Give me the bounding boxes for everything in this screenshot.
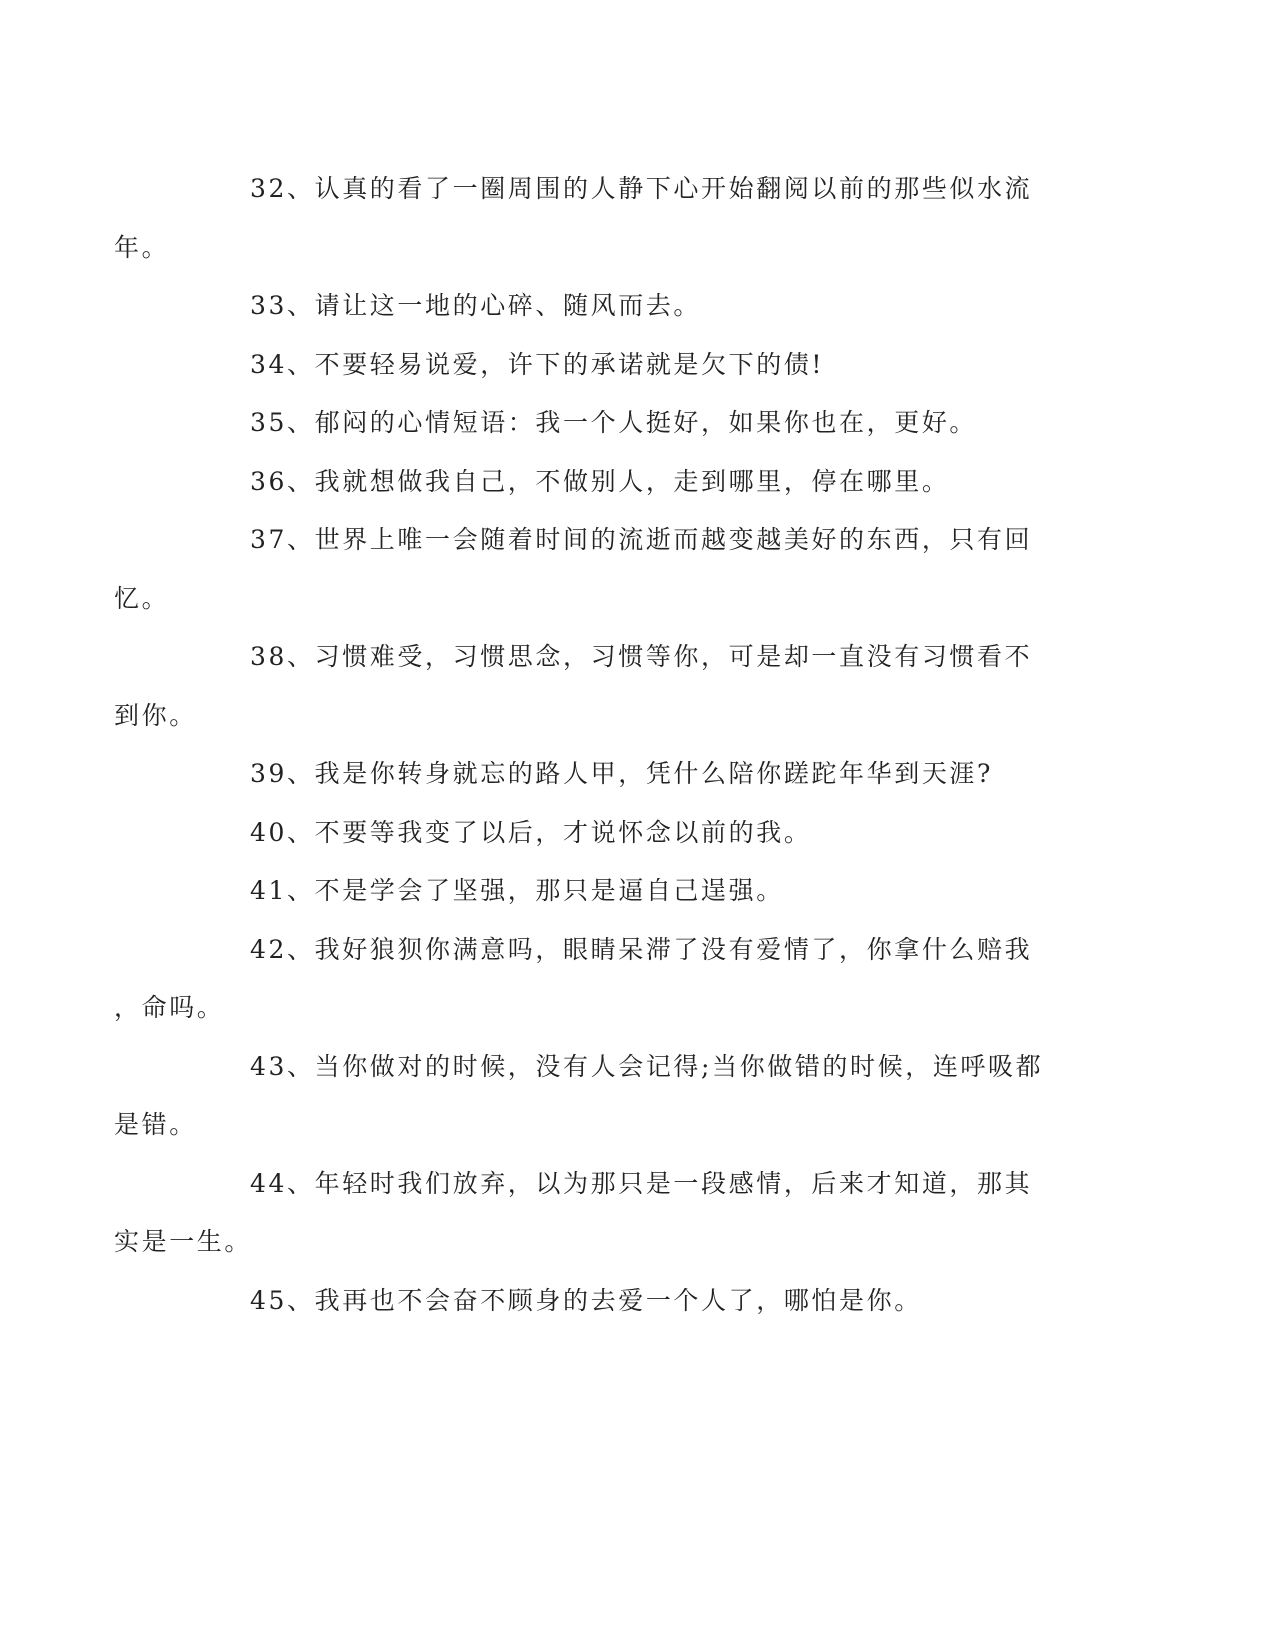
paragraph-line: 32、认真的看了一圈周围的人静下心开始翻阅以前的那些似水流 — [250, 174, 1033, 203]
paragraph-line: 到你。 — [114, 700, 197, 730]
paragraph-line: 35、郁闷的心情短语：我一个人挺好，如果你也在，更好。 — [250, 408, 978, 437]
paragraph-41 — [182, 862, 1032, 921]
paragraph-line: 38、习惯难受，习惯思念，习惯等你，可是却一直没有习惯看不 — [250, 642, 1033, 671]
paragraph-37 — [114, 511, 1033, 628]
paragraph-40 — [182, 804, 1032, 863]
paragraph-line: 37、世界上唯一会随着时间的流逝而越变越美好的东西，只有回 — [250, 525, 1033, 554]
paragraph-36 — [182, 453, 1032, 512]
paragraph-34 — [182, 336, 1032, 395]
paragraph-line: 实是一生。 — [114, 1227, 253, 1256]
paragraph-39 — [182, 745, 1032, 804]
document-body — [114, 160, 1044, 1330]
paragraph-line: 33、请让这一地的心碎、随风而去。 — [250, 291, 702, 320]
paragraph-43 — [114, 1038, 1044, 1155]
paragraph-line: 45、我再也不会奋不顾身的去爱一个人了，哪怕是你。 — [250, 1285, 922, 1315]
paragraph-line: 34、不要轻易说爱，许下的承诺就是欠下的债! — [250, 349, 825, 379]
paragraph-line: 是错。 — [114, 1110, 197, 1139]
paragraph-33 — [182, 277, 1032, 336]
paragraph-line: 36、我就想做我自己，不做别人，走到哪里，停在哪里。 — [250, 466, 950, 496]
paragraph-line: 年。 — [114, 232, 170, 262]
paragraph-line: 41、不是学会了坚强，那只是逼自己逞强。 — [250, 876, 784, 905]
paragraph-line: 40、不要等我变了以后，才说怀念以前的我。 — [250, 817, 812, 847]
paragraph-44 — [114, 1155, 1033, 1272]
paragraph-42 — [114, 921, 1033, 1038]
paragraph-line: 44、年轻时我们放弃，以为那只是一段感情，后来才知道，那其 — [250, 1168, 1033, 1198]
paragraph-45 — [182, 1272, 1032, 1331]
paragraph-line: 39、我是你转身就忘的路人甲，凭什么陪你蹉跎年华到天涯? — [250, 759, 994, 788]
paragraph-line: 43、当你做对的时候，没有人会记得;当你做错的时候，连呼吸都 — [250, 1051, 1044, 1081]
paragraph-line: 42、我好狼狈你满意吗，眼睛呆滞了没有爱情了，你拿什么赔我 — [250, 934, 1033, 964]
paragraph-line: 忆。 — [114, 583, 170, 613]
paragraph-32 — [114, 160, 1033, 277]
paragraph-38 — [114, 628, 1033, 745]
paragraph-35 — [182, 394, 1032, 453]
paragraph-line: ，命吗。 — [114, 993, 225, 1022]
